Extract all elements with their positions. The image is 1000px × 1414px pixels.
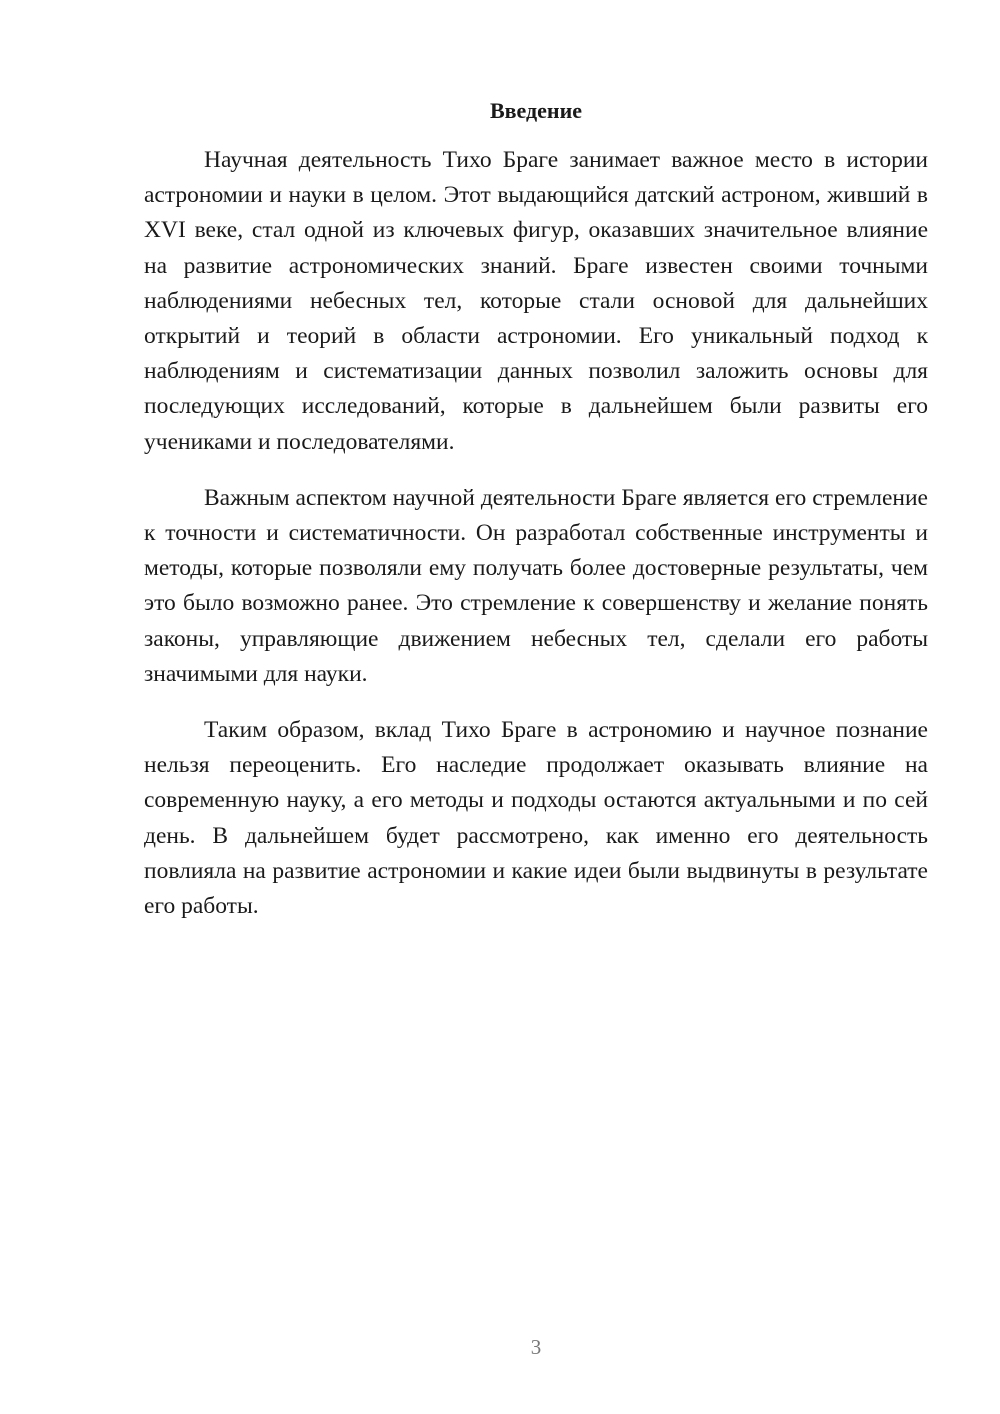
paragraph-1: Научная деятельность Тихо Браге занимает важное место в истории астрономии и науки в целом. Этот выдающийся датский астроном, живший в XVI веке, стал одной из ключевых фигур, оказавших значительное влияние на развитие астрономических знаний. Браге известен своими точными наблюдениями небесных тел, которые стали основой для дальнейших открытий и теорий в области астрономии. Его уникальный подход к наблюдениям и систематизации данных позволил заложить основы для последующих исследований, которые в дальнейшем были развиты его учениками и последователями. <box>144 147 928 455</box>
body-text <box>144 143 928 945</box>
page-number: 3 <box>530 1335 542 1359</box>
paragraph-3: Таким образом, вклад Тихо Браге в астрономию и научное познание нельзя переоценить. Его наследие продолжает оказывать влияние на современную науку, а его методы и подходы остаются актуальными и по сей день. В дальнейшем будет рассмотрено, как именно его деятельность повлияла на развитие астрономии и какие идеи были выдвинуты в результате его работы. <box>144 717 928 920</box>
section-heading: Введение <box>489 98 583 123</box>
paragraph-2: Важным аспектом научной деятельности Браге является его стремление к точности и систематичности. Он разработал собственные инструменты и методы, которые позволяли ему получать более достоверные результаты, чем это было возможно ранее. Это стремление к совершенству и желание понять законы, управляющие движением небесных тел, сделали его работы значимыми для науки. <box>144 484 928 687</box>
